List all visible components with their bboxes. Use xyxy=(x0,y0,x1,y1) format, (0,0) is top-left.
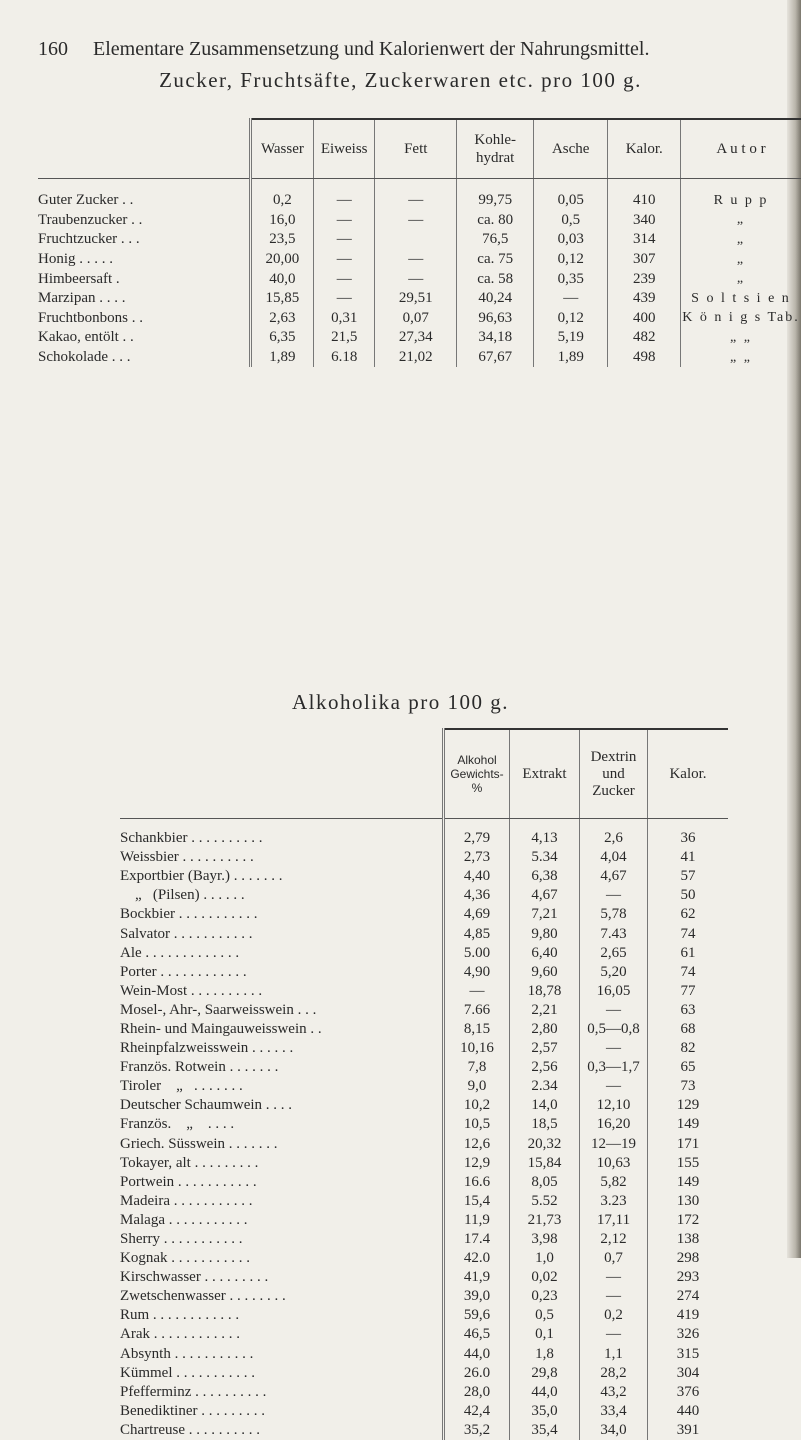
row-label: Tiroler „ . . . . . . . xyxy=(120,1078,243,1095)
row-label: Porter . . . . . . . . . . . . xyxy=(120,963,247,980)
table-row xyxy=(120,1230,728,1249)
table-cell xyxy=(375,230,457,250)
table-cell: 40,0 xyxy=(250,269,314,289)
table-cell: — xyxy=(375,179,457,211)
table-cell: 7.43 xyxy=(580,924,648,943)
table-cell: 44,0 xyxy=(510,1383,580,1402)
col-header: Kohle- hydrat xyxy=(457,119,534,179)
table-cell: 2,6 xyxy=(580,819,648,849)
table-cell: 29,51 xyxy=(375,289,457,309)
col-header: Dextrin und Zucker xyxy=(580,729,648,819)
table-cell: 33,4 xyxy=(580,1402,648,1421)
table-cell: 0,2 xyxy=(250,179,314,211)
table-cell: 96,63 xyxy=(457,309,534,329)
table-cell: 82 xyxy=(648,1039,729,1058)
table-row xyxy=(120,1287,728,1306)
table-cell: 14,0 xyxy=(510,1096,580,1115)
row-label: Wein-Most . . . . . . . . . . xyxy=(120,982,263,999)
table-cell: 298 xyxy=(648,1249,729,1268)
table-cell: 9,80 xyxy=(510,924,580,943)
table-cell: — xyxy=(314,250,375,270)
table-cell: 23,5 xyxy=(250,230,314,250)
table-cell: 3.23 xyxy=(580,1192,648,1211)
table-cell: ca. 58 xyxy=(457,269,534,289)
table-cell: 10,63 xyxy=(580,1154,648,1173)
table-row xyxy=(38,309,801,329)
table-cell: 0,5 xyxy=(533,211,608,231)
table-cell: — xyxy=(580,1325,648,1344)
table-cell: 57 xyxy=(648,867,729,886)
row-label: Malaga . . . . . . . . . . . xyxy=(120,1211,248,1228)
row-label: „ (Pilsen) . . . . . . xyxy=(120,887,245,904)
row-label: Fruchtzucker . . . xyxy=(38,231,140,248)
table-cell: 0,1 xyxy=(510,1325,580,1344)
table-cell: 7.66 xyxy=(444,1001,510,1020)
table-cell: 149 xyxy=(648,1115,729,1134)
table-cell: 12,6 xyxy=(444,1135,510,1154)
table-row xyxy=(120,1421,728,1440)
row-label: Marzipan . . . . xyxy=(38,290,126,307)
table-cell: 26.0 xyxy=(444,1364,510,1383)
row-label: Kirschwasser . . . . . . . . . xyxy=(120,1269,269,1286)
table-cell: 2,73 xyxy=(444,848,510,867)
row-label: Fruchtbonbons . . xyxy=(38,309,143,326)
row-label: Traubenzucker . . xyxy=(38,211,143,228)
table-cell: 340 xyxy=(608,211,681,231)
table-cell: 2.34 xyxy=(510,1077,580,1096)
table-cell: 27,34 xyxy=(375,328,457,348)
table-row xyxy=(38,269,801,289)
table-cell: 35,4 xyxy=(510,1421,580,1440)
table-cell: „ xyxy=(680,211,801,231)
table-cell: 21,02 xyxy=(375,348,457,368)
row-label: Salvator . . . . . . . . . . . xyxy=(120,925,253,942)
row-label: Schankbier . . . . . . . . . . xyxy=(120,830,263,847)
table-cell: K ö n i g s Tab. xyxy=(680,309,801,329)
table-cell: 21,5 xyxy=(314,328,375,348)
row-label: Weissbier . . . . . . . . . . xyxy=(120,849,254,866)
col-header: A u t o r xyxy=(680,119,801,179)
table-cell: 482 xyxy=(608,328,681,348)
table-cell: 15,84 xyxy=(510,1154,580,1173)
table-cell: 42.0 xyxy=(444,1249,510,1268)
row-label: Kakao, entölt . . xyxy=(38,329,134,346)
table-cell: 0,2 xyxy=(580,1306,648,1325)
col-header: Kalor. xyxy=(648,729,729,819)
table-cell: 1,89 xyxy=(250,348,314,368)
row-label: Pfefferminz . . . . . . . . . . xyxy=(120,1383,267,1400)
table-row xyxy=(120,905,728,924)
table-cell: 9,0 xyxy=(444,1077,510,1096)
page-number: 160 xyxy=(38,38,68,60)
table-row xyxy=(120,1325,728,1344)
table-cell: 0,05 xyxy=(533,179,608,211)
table-cell: — xyxy=(580,1287,648,1306)
table-row xyxy=(120,1173,728,1192)
table-cell: „ xyxy=(680,269,801,289)
row-label: Schokolade . . . xyxy=(38,349,131,366)
table-cell: 2,21 xyxy=(510,1001,580,1020)
table-cell: — xyxy=(314,230,375,250)
table-cell: 0,7 xyxy=(580,1249,648,1268)
row-label: Tokayer, alt . . . . . . . . . xyxy=(120,1154,259,1171)
header-blank xyxy=(38,119,250,179)
table-row xyxy=(120,1345,728,1364)
section-title-sugar: Zucker, Fruchtsäfte, Zuckerwaren etc. pro 100 g. xyxy=(159,68,642,92)
table-cell: 0,02 xyxy=(510,1268,580,1287)
table-cell: 5.00 xyxy=(444,944,510,963)
table-cell: 65 xyxy=(648,1058,729,1077)
table-cell: 16,05 xyxy=(580,982,648,1001)
table-row xyxy=(120,1192,728,1211)
table-cell: 1,8 xyxy=(510,1345,580,1364)
table-cell: S o l t s i e n xyxy=(680,289,801,309)
table-cell: 3,98 xyxy=(510,1230,580,1249)
table-cell: 46,5 xyxy=(444,1325,510,1344)
table-cell: „ xyxy=(680,250,801,270)
table-cell: 5,78 xyxy=(580,905,648,924)
table-cell: 400 xyxy=(608,309,681,329)
row-label: Deutscher Schaumwein . . . . xyxy=(120,1097,293,1114)
table-cell: 4,69 xyxy=(444,905,510,924)
table-cell: 274 xyxy=(648,1287,729,1306)
col-header: Asche xyxy=(533,119,608,179)
row-label: Französ. Rotwein . . . . . . . xyxy=(120,1059,279,1076)
row-label: Kognak . . . . . . . . . . . xyxy=(120,1250,250,1267)
table-row xyxy=(120,1402,728,1421)
table-cell: — xyxy=(375,269,457,289)
col-header: Eiweiss xyxy=(314,119,375,179)
col-header: Wasser xyxy=(250,119,314,179)
table-cell: 41,9 xyxy=(444,1268,510,1287)
table-row xyxy=(120,1020,728,1039)
table-cell: 4,40 xyxy=(444,867,510,886)
table-cell: 99,75 xyxy=(457,179,534,211)
table-row xyxy=(38,211,801,231)
table-cell: 2,57 xyxy=(510,1039,580,1058)
table-row xyxy=(120,1211,728,1230)
table-row xyxy=(38,230,801,250)
table-row xyxy=(38,289,801,309)
table-cell: 2,56 xyxy=(510,1058,580,1077)
table-cell: 63 xyxy=(648,1001,729,1020)
table-cell: 171 xyxy=(648,1135,729,1154)
table-cell: 10,5 xyxy=(444,1115,510,1134)
table-cell: 2,79 xyxy=(444,819,510,849)
table-cell: 4,85 xyxy=(444,924,510,943)
table-row xyxy=(38,328,801,348)
table-cell: 4,67 xyxy=(510,886,580,905)
col-header: Extrakt xyxy=(510,729,580,819)
table-cell: 138 xyxy=(648,1230,729,1249)
row-label: Absynth . . . . . . . . . . . xyxy=(120,1345,254,1362)
table-cell: 44,0 xyxy=(444,1345,510,1364)
table-cell: ca. 80 xyxy=(457,211,534,231)
table-cell: 0,23 xyxy=(510,1287,580,1306)
table-cell: 391 xyxy=(648,1421,729,1440)
table-cell: 0,5 xyxy=(510,1306,580,1325)
row-label: Griech. Süsswein . . . . . . . xyxy=(120,1135,278,1152)
table-row xyxy=(120,1001,728,1020)
table-cell: 39,0 xyxy=(444,1287,510,1306)
row-label: Rum . . . . . . . . . . . . xyxy=(120,1307,240,1324)
table-cell: 1,0 xyxy=(510,1249,580,1268)
table-cell: — xyxy=(580,1001,648,1020)
table-cell: 61 xyxy=(648,944,729,963)
table-cell: R u p p xyxy=(680,179,801,211)
table-cell: 50 xyxy=(648,886,729,905)
row-label: Benediktiner . . . . . . . . . xyxy=(120,1402,265,1419)
table-row xyxy=(120,1039,728,1058)
section-title-alcohol: Alkoholika pro 100 g. xyxy=(292,690,509,714)
table-cell: 0,12 xyxy=(533,250,608,270)
table-cell: 314 xyxy=(608,230,681,250)
table-cell: 8,15 xyxy=(444,1020,510,1039)
table-cell: 2,80 xyxy=(510,1020,580,1039)
table-cell: 4,90 xyxy=(444,963,510,982)
table-cell: 12,9 xyxy=(444,1154,510,1173)
table-row xyxy=(120,819,728,849)
table-cell: 7,8 xyxy=(444,1058,510,1077)
row-label: Himbeersaft . xyxy=(38,270,120,287)
table-cell: 7,21 xyxy=(510,905,580,924)
running-title: Elementare Zusammensetzung und Kalorienwert der Nahrungsmittel. xyxy=(93,38,650,60)
table-row xyxy=(120,1268,728,1287)
table-row xyxy=(120,1249,728,1268)
table-cell: 16,0 xyxy=(250,211,314,231)
table-cell: 2,12 xyxy=(580,1230,648,1249)
table-cell: 4,13 xyxy=(510,819,580,849)
table-cell: 28,2 xyxy=(580,1364,648,1383)
table-row xyxy=(120,924,728,943)
row-label: Rhein- und Maingauweisswein . . xyxy=(120,1020,322,1037)
table-cell: 0,03 xyxy=(533,230,608,250)
table-cell: 149 xyxy=(648,1173,729,1192)
table-row xyxy=(38,348,801,368)
table-cell: — xyxy=(375,211,457,231)
table-cell: 5.52 xyxy=(510,1192,580,1211)
table-cell: 293 xyxy=(648,1268,729,1287)
table-row xyxy=(120,867,728,886)
table-row xyxy=(120,1077,728,1096)
table-row xyxy=(120,1115,728,1134)
table-cell: 130 xyxy=(648,1192,729,1211)
sugar-table-header xyxy=(38,119,801,179)
table-cell: 6.18 xyxy=(314,348,375,368)
table-cell: 73 xyxy=(648,1077,729,1096)
table-cell: 440 xyxy=(648,1402,729,1421)
table-cell: 0,3—1,7 xyxy=(580,1058,648,1077)
row-label: Ale . . . . . . . . . . . . . xyxy=(120,944,240,961)
table-cell: 0,07 xyxy=(375,309,457,329)
table-cell: 16.6 xyxy=(444,1173,510,1192)
table-cell: 304 xyxy=(648,1364,729,1383)
table-cell: 498 xyxy=(608,348,681,368)
row-label: Zwetschenwasser . . . . . . . . xyxy=(120,1288,286,1305)
row-label: Bockbier . . . . . . . . . . . xyxy=(120,906,258,923)
table-row xyxy=(38,179,801,211)
table-cell: 5,82 xyxy=(580,1173,648,1192)
table-row xyxy=(120,1058,728,1077)
row-label: Portwein . . . . . . . . . . . xyxy=(120,1173,257,1190)
table-cell: 35,0 xyxy=(510,1402,580,1421)
table-row xyxy=(120,848,728,867)
table-cell: 15,85 xyxy=(250,289,314,309)
table-row xyxy=(120,1364,728,1383)
table-row xyxy=(38,250,801,270)
table-cell: — xyxy=(533,289,608,309)
table-cell: 76,5 xyxy=(457,230,534,250)
table-cell: 21,73 xyxy=(510,1211,580,1230)
table-row xyxy=(120,963,728,982)
table-cell: 172 xyxy=(648,1211,729,1230)
col-header: Alkohol Gewichts- % xyxy=(444,729,510,819)
table-cell: ca. 75 xyxy=(457,250,534,270)
table-cell: 0,5—0,8 xyxy=(580,1020,648,1039)
table-cell: 74 xyxy=(648,963,729,982)
table-cell: 376 xyxy=(648,1383,729,1402)
table-cell: „ „ xyxy=(680,328,801,348)
table-cell: 4,36 xyxy=(444,886,510,905)
table-cell: „ „ xyxy=(680,348,801,368)
table-cell: 68 xyxy=(648,1020,729,1039)
table-cell: 74 xyxy=(648,924,729,943)
table-cell: 1,1 xyxy=(580,1345,648,1364)
row-label: Französ. „ . . . . xyxy=(120,1116,235,1133)
row-label: Honig . . . . . xyxy=(38,251,113,268)
table-cell: 20,32 xyxy=(510,1135,580,1154)
table-cell: 36 xyxy=(648,819,729,849)
table-cell: 28,0 xyxy=(444,1383,510,1402)
table-cell: 9,60 xyxy=(510,963,580,982)
table-cell: — xyxy=(444,982,510,1001)
table-cell: 20,00 xyxy=(250,250,314,270)
table-cell: — xyxy=(314,211,375,231)
table-cell: 34,18 xyxy=(457,328,534,348)
table-cell: 5,20 xyxy=(580,963,648,982)
table-cell: 239 xyxy=(608,269,681,289)
row-label: Exportbier (Bayr.) . . . . . . . xyxy=(120,868,283,885)
table-cell: 155 xyxy=(648,1154,729,1173)
table-cell: — xyxy=(314,269,375,289)
table-cell: 2,65 xyxy=(580,944,648,963)
row-label: Rheinpfalzweisswein . . . . . . xyxy=(120,1040,294,1057)
table-cell: 18,5 xyxy=(510,1115,580,1134)
table-cell: 77 xyxy=(648,982,729,1001)
table-cell: 35,2 xyxy=(444,1421,510,1440)
table-cell: 62 xyxy=(648,905,729,924)
alcohol-table xyxy=(120,728,728,1440)
row-label: Kümmel . . . . . . . . . . . xyxy=(120,1364,255,1381)
table-cell: — xyxy=(314,179,375,211)
table-cell: — xyxy=(580,1039,648,1058)
table-cell: 2,63 xyxy=(250,309,314,329)
table-cell: 12—19 xyxy=(580,1135,648,1154)
table-cell: 16,20 xyxy=(580,1115,648,1134)
table-cell: 10,16 xyxy=(444,1039,510,1058)
table-cell: 12,10 xyxy=(580,1096,648,1115)
table-cell: 0,12 xyxy=(533,309,608,329)
table-cell: 419 xyxy=(648,1306,729,1325)
table-cell: 439 xyxy=(608,289,681,309)
table-cell: 11,9 xyxy=(444,1211,510,1230)
sugar-table xyxy=(38,118,801,367)
table-cell: 41 xyxy=(648,848,729,867)
table-cell: 4,04 xyxy=(580,848,648,867)
header-blank xyxy=(120,729,444,819)
table-cell: — xyxy=(375,250,457,270)
table-cell: 59,6 xyxy=(444,1306,510,1325)
table-row xyxy=(120,1154,728,1173)
table-cell: 67,67 xyxy=(457,348,534,368)
row-label: Madeira . . . . . . . . . . . xyxy=(120,1192,253,1209)
table-cell: 6,40 xyxy=(510,944,580,963)
table-cell: 315 xyxy=(648,1345,729,1364)
table-cell: 1,89 xyxy=(533,348,608,368)
table-cell: 0,31 xyxy=(314,309,375,329)
table-cell: — xyxy=(580,1268,648,1287)
table-cell: 17,11 xyxy=(580,1211,648,1230)
table-cell: 18,78 xyxy=(510,982,580,1001)
table-cell: 43,2 xyxy=(580,1383,648,1402)
table-row xyxy=(120,1135,728,1154)
table-cell: — xyxy=(580,886,648,905)
table-cell: 6,38 xyxy=(510,867,580,886)
table-cell: 40,24 xyxy=(457,289,534,309)
table-cell: 307 xyxy=(608,250,681,270)
table-cell: 410 xyxy=(608,179,681,211)
alcohol-table-header xyxy=(120,729,728,819)
table-cell: 5,19 xyxy=(533,328,608,348)
table-cell: 34,0 xyxy=(580,1421,648,1440)
table-row xyxy=(120,944,728,963)
table-row xyxy=(120,886,728,905)
table-cell: 15,4 xyxy=(444,1192,510,1211)
table-cell: 129 xyxy=(648,1096,729,1115)
table-cell: „ xyxy=(680,230,801,250)
table-row xyxy=(120,982,728,1001)
table-cell: 0,35 xyxy=(533,269,608,289)
table-row xyxy=(120,1306,728,1325)
table-cell: — xyxy=(580,1077,648,1096)
table-row xyxy=(120,1096,728,1115)
table-cell: 6,35 xyxy=(250,328,314,348)
table-cell: 17.4 xyxy=(444,1230,510,1249)
row-label: Guter Zucker . . xyxy=(38,192,134,209)
table-cell: 5.34 xyxy=(510,848,580,867)
row-label: Arak . . . . . . . . . . . . xyxy=(120,1326,240,1343)
row-label: Mosel-, Ahr-, Saarweisswein . . . xyxy=(120,1001,317,1018)
running-header xyxy=(38,38,758,61)
row-label: Chartreuse . . . . . . . . . . xyxy=(120,1421,260,1438)
table-cell: 4,67 xyxy=(580,867,648,886)
table-cell: 326 xyxy=(648,1325,729,1344)
table-cell: 29,8 xyxy=(510,1364,580,1383)
table-cell: — xyxy=(314,289,375,309)
table-row xyxy=(120,1383,728,1402)
table-cell: 42,4 xyxy=(444,1402,510,1421)
table-cell: 8,05 xyxy=(510,1173,580,1192)
row-label: Sherry . . . . . . . . . . . xyxy=(120,1231,243,1248)
col-header: Fett xyxy=(375,119,457,179)
table-cell: 10,2 xyxy=(444,1096,510,1115)
col-header: Kalor. xyxy=(608,119,681,179)
